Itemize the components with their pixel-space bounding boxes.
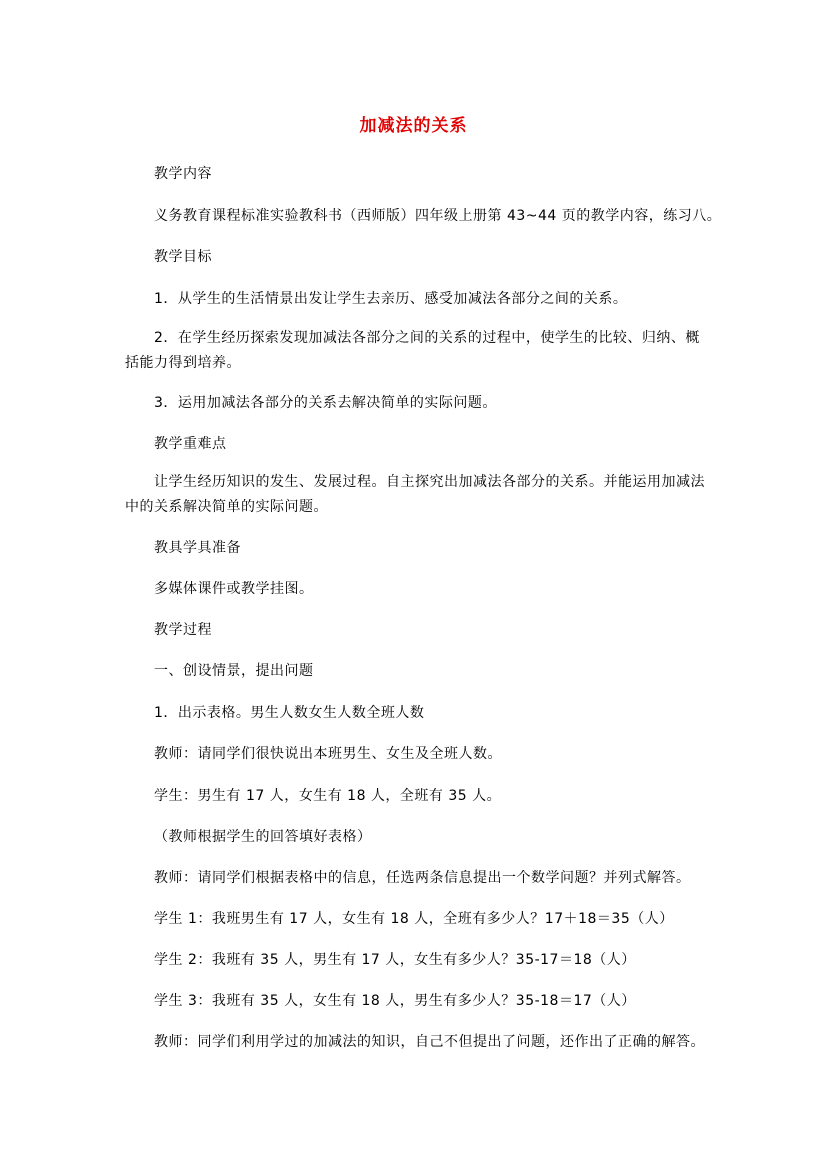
paragraph-student: 学生：男生有 17 人，女生有 18 人，全班有 35 人。 xyxy=(154,788,502,804)
paragraph-student-3: 学生 3：我班有 35 人，女生有 18 人，男生有多少人？35-18＝17（人） xyxy=(154,993,636,1009)
document-title: 加减法的关系 xyxy=(359,116,468,136)
paragraph-teacher-3: 教师：同学们利用学过的加减法的知识，自己不但提出了问题，还作出了正确的解答。 xyxy=(154,1034,705,1050)
paragraph-goal-2: 2．在学生经历探索发现加减法各部分之间的关系的过程中，使学生的比较、归纳、概括能力得到培养。 xyxy=(125,330,700,371)
paragraph-student-2: 学生 2：我班有 35 人，男生有 17 人，女生有多少人？35-17＝18（人） xyxy=(154,952,636,968)
paragraph-teacher-1: 教师：请同学们很快说出本班男生、女生及全班人数。 xyxy=(154,746,502,762)
heading-key-points: 教学重难点 xyxy=(154,436,227,452)
paragraph-materials: 多媒体课件或教学挂图。 xyxy=(154,581,314,597)
heading-teaching-process: 教学过程 xyxy=(154,622,212,638)
paragraph-table: 1．出示表格。男生人数女生人数全班人数 xyxy=(154,705,425,721)
paragraph-student-1: 学生 1：我班男生有 17 人，女生有 18 人，全班有多少人？17＋18＝35（人） xyxy=(154,911,674,927)
paragraph-key-points: 让学生经历知识的发生、发展过程。自主探究出加减法各部分的关系。并能运用加减法中的关系解决简单的实际问题。 xyxy=(125,474,705,515)
paragraph-note: （教师根据学生的回答填好表格） xyxy=(154,829,372,845)
heading-teaching-goals: 教学目标 xyxy=(154,249,212,265)
paragraph-content: 义务教育课程标准实验教科书（西师版）四年级上册第 43~44 页的教学内容，练习八。 xyxy=(154,208,722,224)
paragraph-goal-3: 3．运用加减法各部分的关系去解决简单的实际问题。 xyxy=(154,395,497,411)
section-1-heading: 一、创设情景，提出问题 xyxy=(154,663,314,679)
paragraph-goal-1: 1．从学生的生活情景出发让学生去亲历、感受加减法各部分之间的关系。 xyxy=(154,291,628,307)
paragraph-teacher-2: 教师：请同学们根据表格中的信息，任选两条信息提出一个数学问题？并列式解答。 xyxy=(154,870,691,886)
heading-materials: 教具学具准备 xyxy=(154,540,241,556)
heading-teaching-content: 教学内容 xyxy=(154,166,212,182)
